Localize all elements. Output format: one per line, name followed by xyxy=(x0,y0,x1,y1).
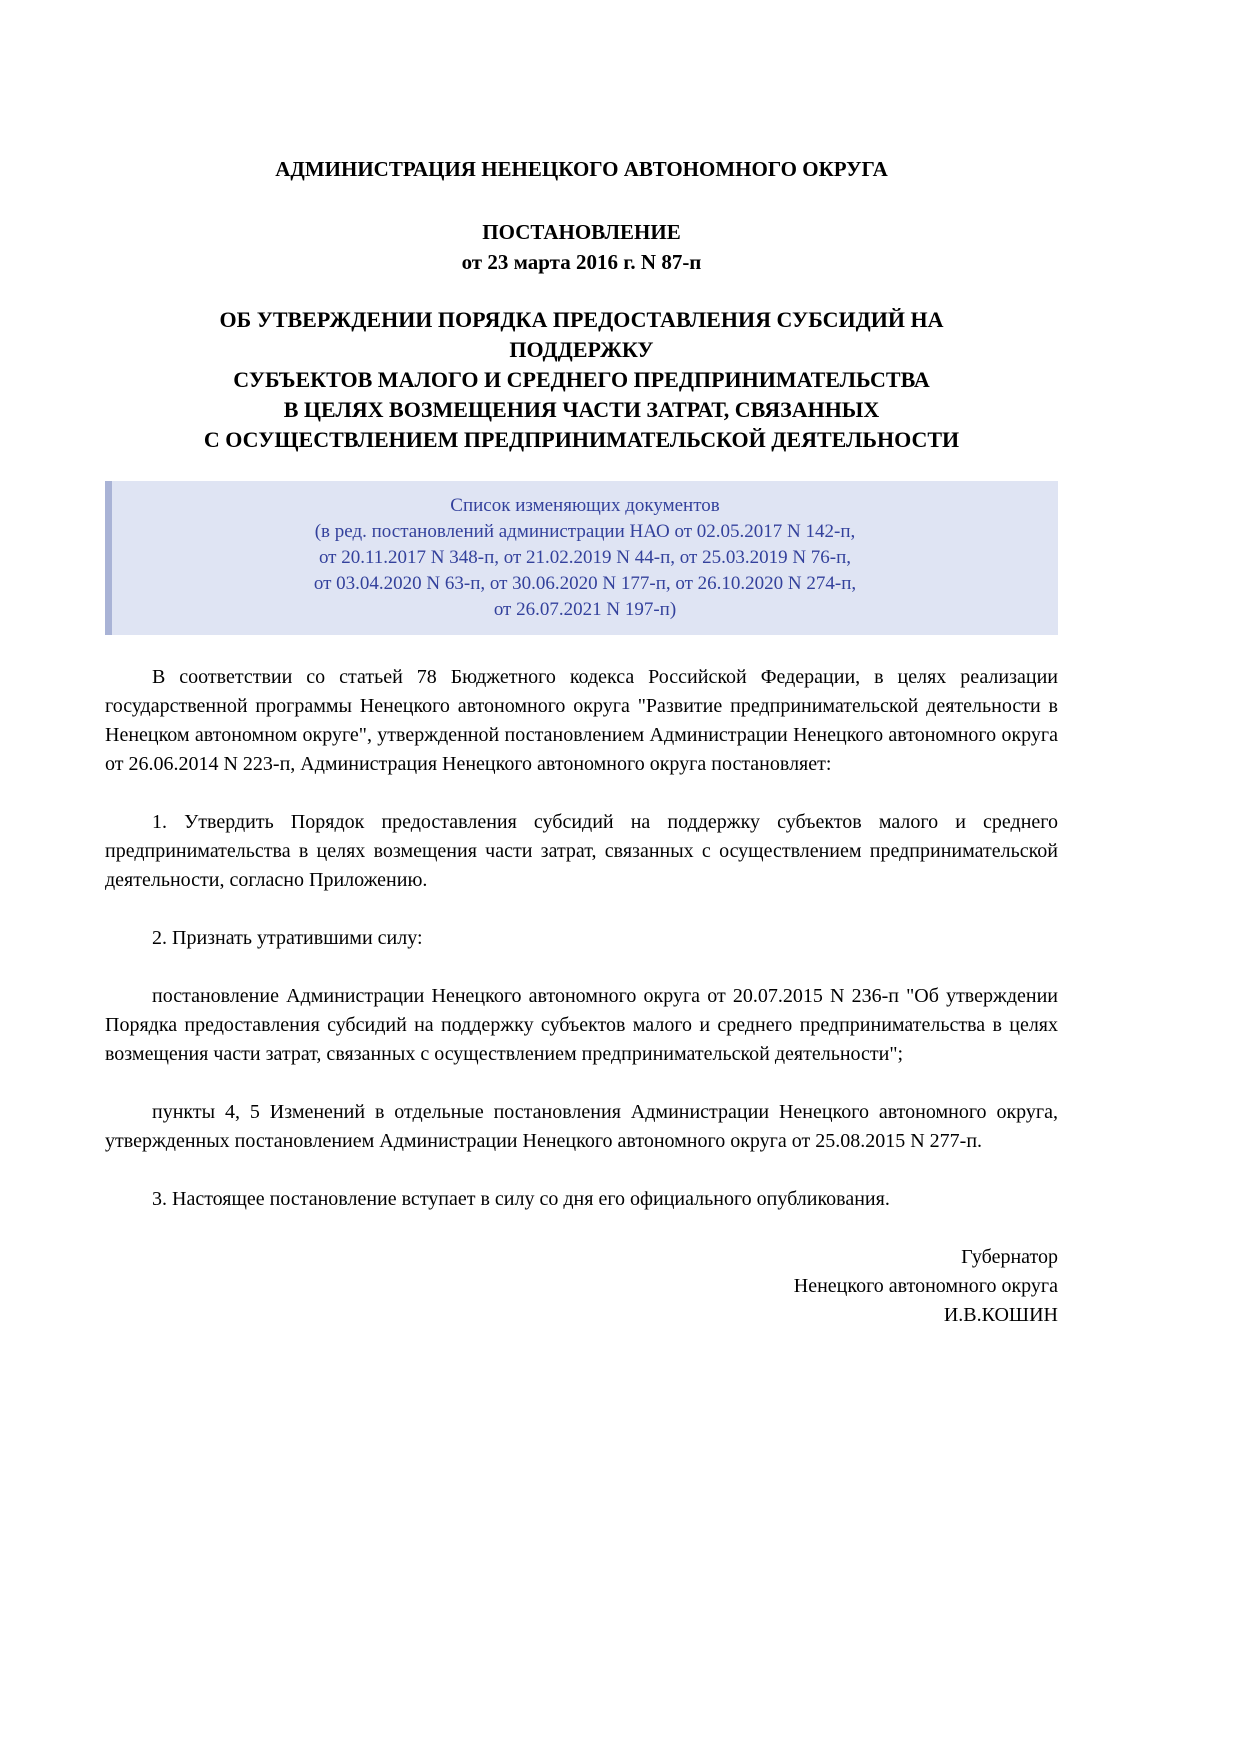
body-paragraph: 2. Признать утратившими силу: xyxy=(152,927,423,949)
doc-type-heading: ПОСТАНОВЛЕНИЕ xyxy=(482,220,681,244)
body-paragraph: В соответствии со статьей 78 Бюджетного кодекса Российской Федерации, в целях реализации государственной программы Ненецкого автономного округа "Развитие предпринимательской деятельности в Ненецком автономном округе", утвержденной постановлением Администрации Ненецкого автономного округа от 26.06.2014 N 223-п, Администрация Ненецкого автономного округа постановляет: xyxy=(105,666,1058,775)
amendments-line: (в ред. постановлений администрации НАО от 02.05.2017 N 142-п, xyxy=(314,521,856,542)
doc-type-block xyxy=(105,217,1058,277)
signature-block xyxy=(105,1243,1058,1330)
amendments-line: от 20.11.2017 N 348-п, от 21.02.2019 N 44-п, от 25.03.2019 N 76-п, xyxy=(318,547,852,568)
doc-date: от 23 марта 2016 г. N 87-п xyxy=(461,250,702,274)
signature-line: Губернатор xyxy=(961,1246,1058,1268)
amendments-title: Список изменяющих документов xyxy=(450,495,720,516)
document-body xyxy=(105,663,1058,1214)
doc-title-line: ПОДДЕРЖКУ xyxy=(509,337,654,362)
body-paragraph: постановление Администрации Ненецкого автономного округа от 20.07.2015 N 236-п "Об утверждении Порядка предоставления субсидий на поддержку субъектов малого и среднего предпринимательства в целях возмещения части затрат, связанных с осуществлением предпринимательской деятельности"; xyxy=(105,985,1058,1065)
body-paragraph: 1. Утвердить Порядок предоставления субсидий на поддержку субъектов малого и среднего предпринимательства в целях возмещения части затрат, связанных с осуществлением предпринимательской деятельности, согласно Приложению. xyxy=(105,811,1058,891)
document-content xyxy=(105,0,1058,1330)
signature-line: Ненецкого автономного округа xyxy=(793,1275,1058,1297)
amendments-line: от 03.04.2020 N 63-п, от 30.06.2020 N 177-п, от 26.10.2020 N 274-п, xyxy=(313,573,857,594)
doc-title-line: В ЦЕЛЯХ ВОЗМЕЩЕНИЯ ЧАСТИ ЗАТРАТ, СВЯЗАННЫХ xyxy=(283,397,880,422)
body-paragraph: 3. Настоящее постановление вступает в силу со дня его официального опубликования. xyxy=(152,1188,890,1210)
doc-title-line: СУБЪЕКТОВ МАЛОГО И СРЕДНЕГО ПРЕДПРИНИМАТЕЛЬСТВА xyxy=(233,367,930,392)
doc-title-line: ОБ УТВЕРЖДЕНИИ ПОРЯДКА ПРЕДОСТАВЛЕНИЯ СУБСИДИЙ НА xyxy=(219,307,944,332)
amendments-box xyxy=(105,481,1058,635)
signature-line: И.В.КОШИН xyxy=(943,1304,1058,1326)
doc-title-line: С ОСУЩЕСТВЛЕНИЕМ ПРЕДПРИНИМАТЕЛЬСКОЙ ДЕЯТЕЛЬНОСТИ xyxy=(203,427,960,452)
amendments-line: от 26.07.2021 N 197-п) xyxy=(493,599,677,620)
body-paragraph: пункты 4, 5 Изменений в отдельные постановления Администрации Ненецкого автономного округа, утвержденных постановлением Администрации Ненецкого автономного округа от 25.08.2015 N 277-п. xyxy=(105,1101,1058,1152)
doc-title xyxy=(105,305,1058,455)
organization-name: АДМИНИСТРАЦИЯ НЕНЕЦКОГО АВТОНОМНОГО ОКРУГА xyxy=(275,157,888,181)
